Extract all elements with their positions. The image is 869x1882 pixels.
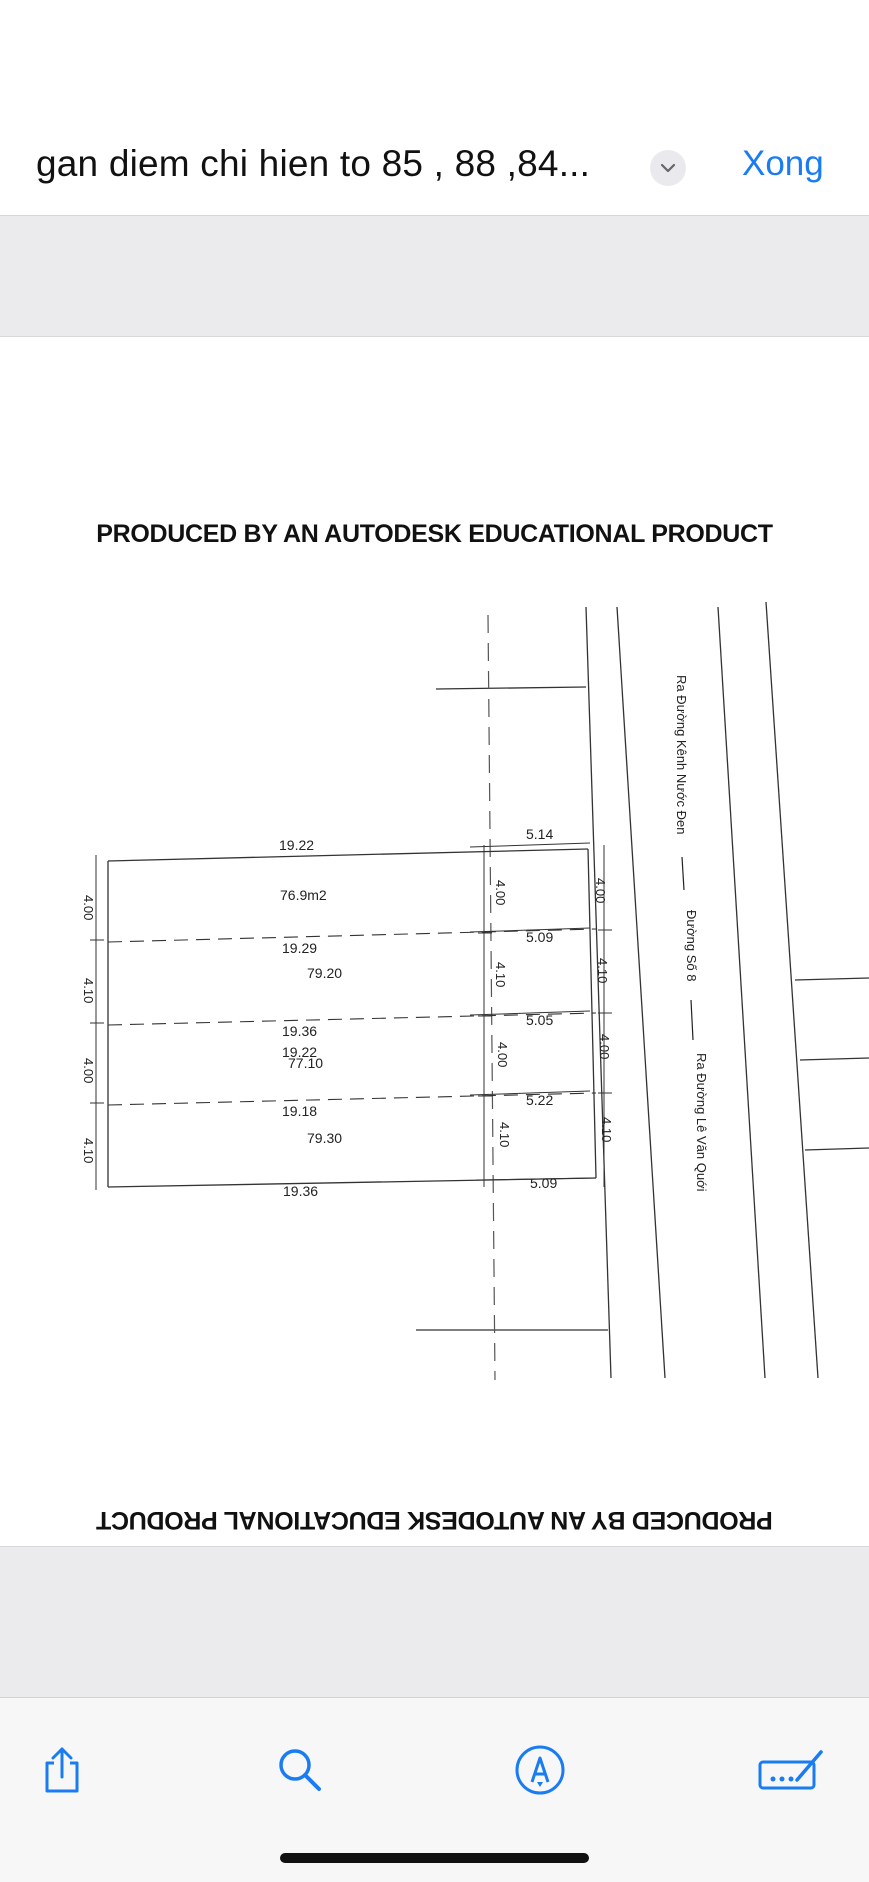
title-dropdown-button[interactable] [650, 150, 686, 186]
road-edge-line [718, 607, 765, 1378]
road-label-bottom: Ra Đường Lê Văn Quới [694, 1053, 709, 1192]
lots-outline [108, 849, 596, 1187]
setback-4: 5.22 [526, 1092, 554, 1108]
mid-width-2: 4.10 [493, 962, 508, 988]
mid-width-1: 4.00 [493, 880, 508, 906]
setback-line [488, 615, 495, 1380]
left-width-4: 4.10 [81, 1138, 96, 1164]
right-width-4: 4.10 [599, 1117, 614, 1143]
markup-button[interactable] [510, 1740, 570, 1800]
page-gap-bottom [0, 1546, 869, 1697]
road-label-top: Ra Đường Kênh Nước Đen [674, 675, 689, 835]
setback-3: 5.05 [526, 1012, 554, 1028]
area-lot-2: 79.20 [307, 965, 343, 981]
page-gap-top [0, 216, 869, 337]
setback-1: 5.14 [526, 826, 554, 842]
area-lot-3: 77.10 [288, 1055, 324, 1071]
length-4: 19.22 [282, 1044, 318, 1060]
length-1: 19.22 [279, 837, 315, 853]
search-icon [275, 1745, 325, 1795]
area-lot-1: 76.9m2 [280, 887, 327, 903]
lot-dividers [108, 929, 596, 1105]
right-width-1: 4.00 [593, 878, 608, 904]
left-width-1: 4.00 [81, 895, 96, 921]
setback-2: 5.09 [526, 929, 554, 945]
length-2: 19.29 [282, 940, 318, 956]
chevron-down-icon [660, 163, 676, 173]
home-indicator [280, 1853, 589, 1863]
length-3: 19.36 [282, 1023, 318, 1039]
area-lot-4: 79.30 [307, 1130, 343, 1146]
site-plan-drawing [0, 590, 869, 1400]
search-button[interactable] [270, 1740, 330, 1800]
road-edge-line [586, 607, 611, 1378]
length-5: 19.18 [282, 1103, 318, 1119]
markup-pen-icon [514, 1744, 566, 1796]
watermark-top: PRODUCED BY AN AUTODESK EDUCATIONAL PRODUCT [96, 520, 773, 548]
right-width-3: 4.00 [597, 1034, 612, 1060]
form-fill-button[interactable] [756, 1740, 826, 1800]
mid-width-4: 4.10 [497, 1122, 512, 1148]
road-edge-line [766, 602, 818, 1378]
watermark-bottom: PRODUCED BY AN AUTODESK EDUCATIONAL PRODUCT [96, 1506, 773, 1534]
left-width-3: 4.00 [81, 1058, 96, 1084]
mid-width-3: 4.00 [495, 1042, 510, 1068]
length-6: 19.36 [283, 1183, 319, 1199]
setback-5: 5.09 [530, 1175, 558, 1191]
right-width-2: 4.10 [595, 958, 610, 984]
done-button[interactable]: Xong [742, 144, 824, 183]
share-button[interactable] [32, 1740, 92, 1800]
form-fill-icon [757, 1746, 825, 1794]
road-edge-line [617, 607, 665, 1378]
share-icon [39, 1745, 85, 1795]
navigation-bar [0, 0, 869, 216]
road-label-street: Đường Số 8 [684, 910, 699, 982]
document-title[interactable]: gan diem chi hien to 85 , 88 ,84... [36, 143, 591, 184]
left-width-2: 4.10 [81, 978, 96, 1004]
